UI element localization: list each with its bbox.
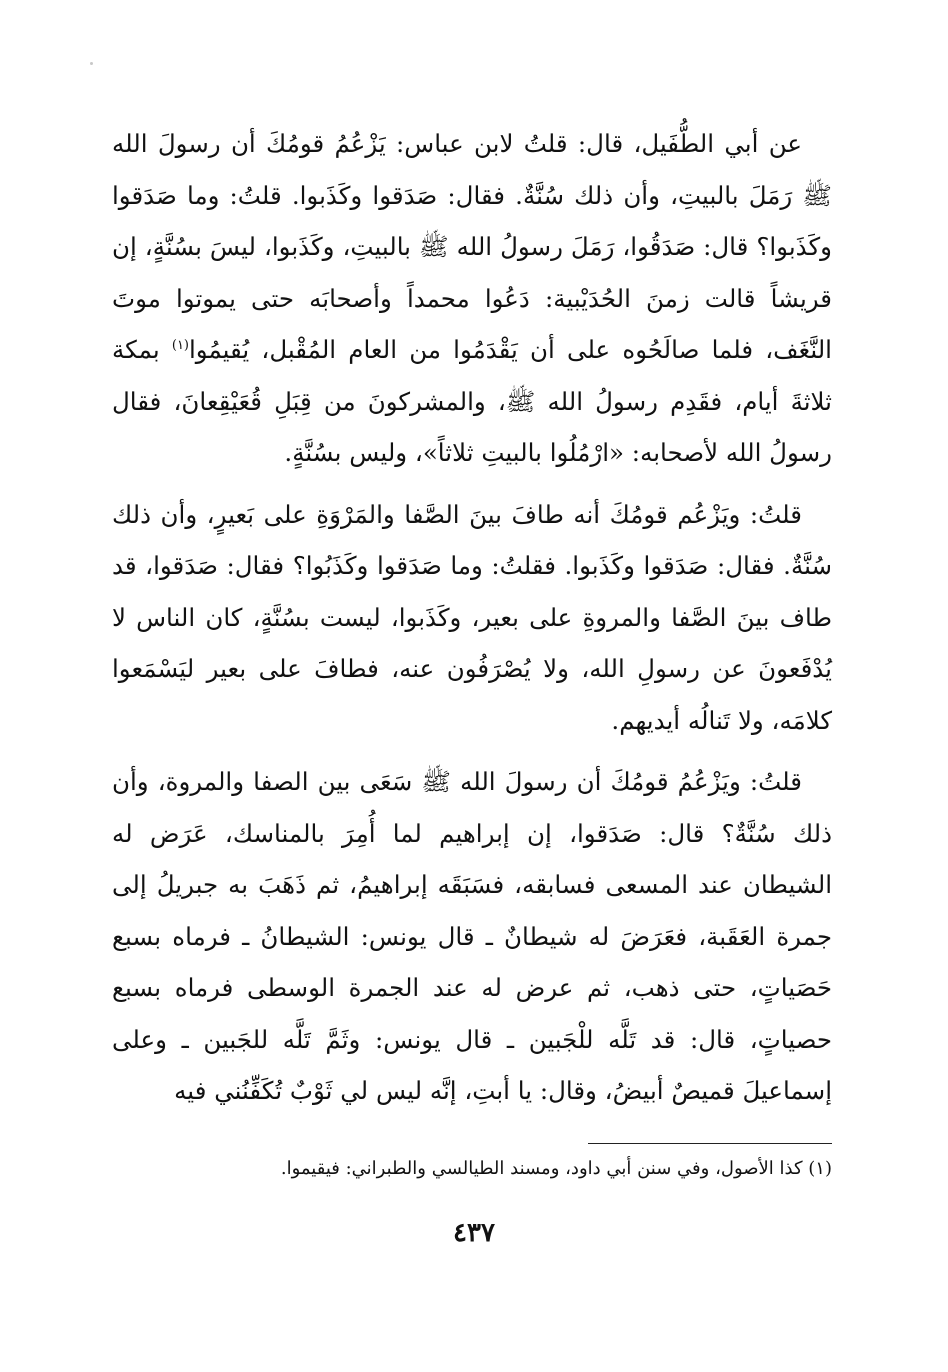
footnote-separator	[588, 1143, 832, 1144]
footnote-reference[interactable]: (١)	[171, 337, 189, 353]
scan-speck	[90, 62, 93, 65]
paragraph-1-continuation: بمكة ثلاثةَ أيام، فقَدِم رسولُ الله ﷺ، والمشركونَ من قِبَلِ قُعَيْقِعانَ، فقال رسولُ الله لأصحابه: «ارْمُلُوا بالبيتِ ثلاثاً»، وليس بسُنَّةٍ.	[112, 335, 832, 467]
paragraph-1	[112, 118, 832, 479]
page-number: ٤٣٧	[453, 1218, 495, 1248]
paragraph-3: قلتُ: ويَزْعُمُ قومُكَ أن رسولَ الله ﷺ سَعَى بين الصفا والمروة، وأن ذلك سُنَّةٌ؟ قال: صَدَقوا، إن إبراهيم لما أُمِرَ بالمناسك، عَرَض له الشيطان عند المسعى فسابقه، فسَبَقَه إبراهيمُ، ثم ذَهَبَ به جبريلُ إلى جمرة العَقَبة، فعَرَضَ له شيطانٌ ـ قال يونس: الشيطانُ ـ فرماه بسبع حَصَياتٍ، حتى ذهب، ثم عرض له عند الجمرة الوسطى فرماه بسبع حصياتٍ، قال: قد تَلَّه للْجَبين ـ قال يونس: وثَمَّ تَلَّه للجَبين ـ وعلى إسماعيلَ قميصٌ أبيضُ، وقال: يا أبتِ، إنَّه ليس لي ثَوْبٌ تُكَفِّنُني فيه	[112, 767, 832, 1105]
main-text	[112, 118, 832, 1117]
paragraph-1-text: عن أبي الطُّفَيل، قال: قلتُ لابن عباس: يَزْعُمُ قومُكَ أن رسولَ الله ﷺ رَمَلَ بالبيتِ، وأن ذلك سُنَّةٌ. فقال: صَدَقوا وكَذَبوا. قلتُ: وما صَدَقوا وكَذَبوا؟ قال: صَدَقُوا، رَمَلَ رسولُ الله ﷺ بالبيتِ، وكَذَبوا، ليسَ بسُنَّةٍ، إن قريشاً قالت زمنَ الحُدَيْبية: دَعُوا محمداً وأصحابَه حتى يموتوا موتَ النَّغَف، فلما صالَحُوه على أن يَقْدَمُوا من العام المُقْبل، يُقيمُوا	[112, 129, 832, 364]
paragraph-2: قلتُ: ويَزْعُم قومُكَ أنه طافَ بينَ الصَّفا والمَرْوَةِ على بَعيرٍ، وأن ذلك سُنَّةٌ. فقال: صَدَقوا وكَذَبوا. فقلتُ: وما صَدَقوا وكَذَبُوا؟ فقال: صَدَقوا، قد طاف بينَ الصَّفا والمروةِ على بعير، وكَذَبوا، ليست بسُنَّةٍ، كان الناس لا يُدْفَعونَ عن رسولِ الله، ولا يُصْرَفُون عنه، فطافَ على بعير ليَسْمَعوا كلامَه، ولا تَنالُه أيديهم.	[112, 499, 832, 735]
footnote: (١) كذا الأصول، وفي سنن أبي داود، ومسند الطيالسي والطبراني: فيقيموا.	[280, 1158, 832, 1179]
